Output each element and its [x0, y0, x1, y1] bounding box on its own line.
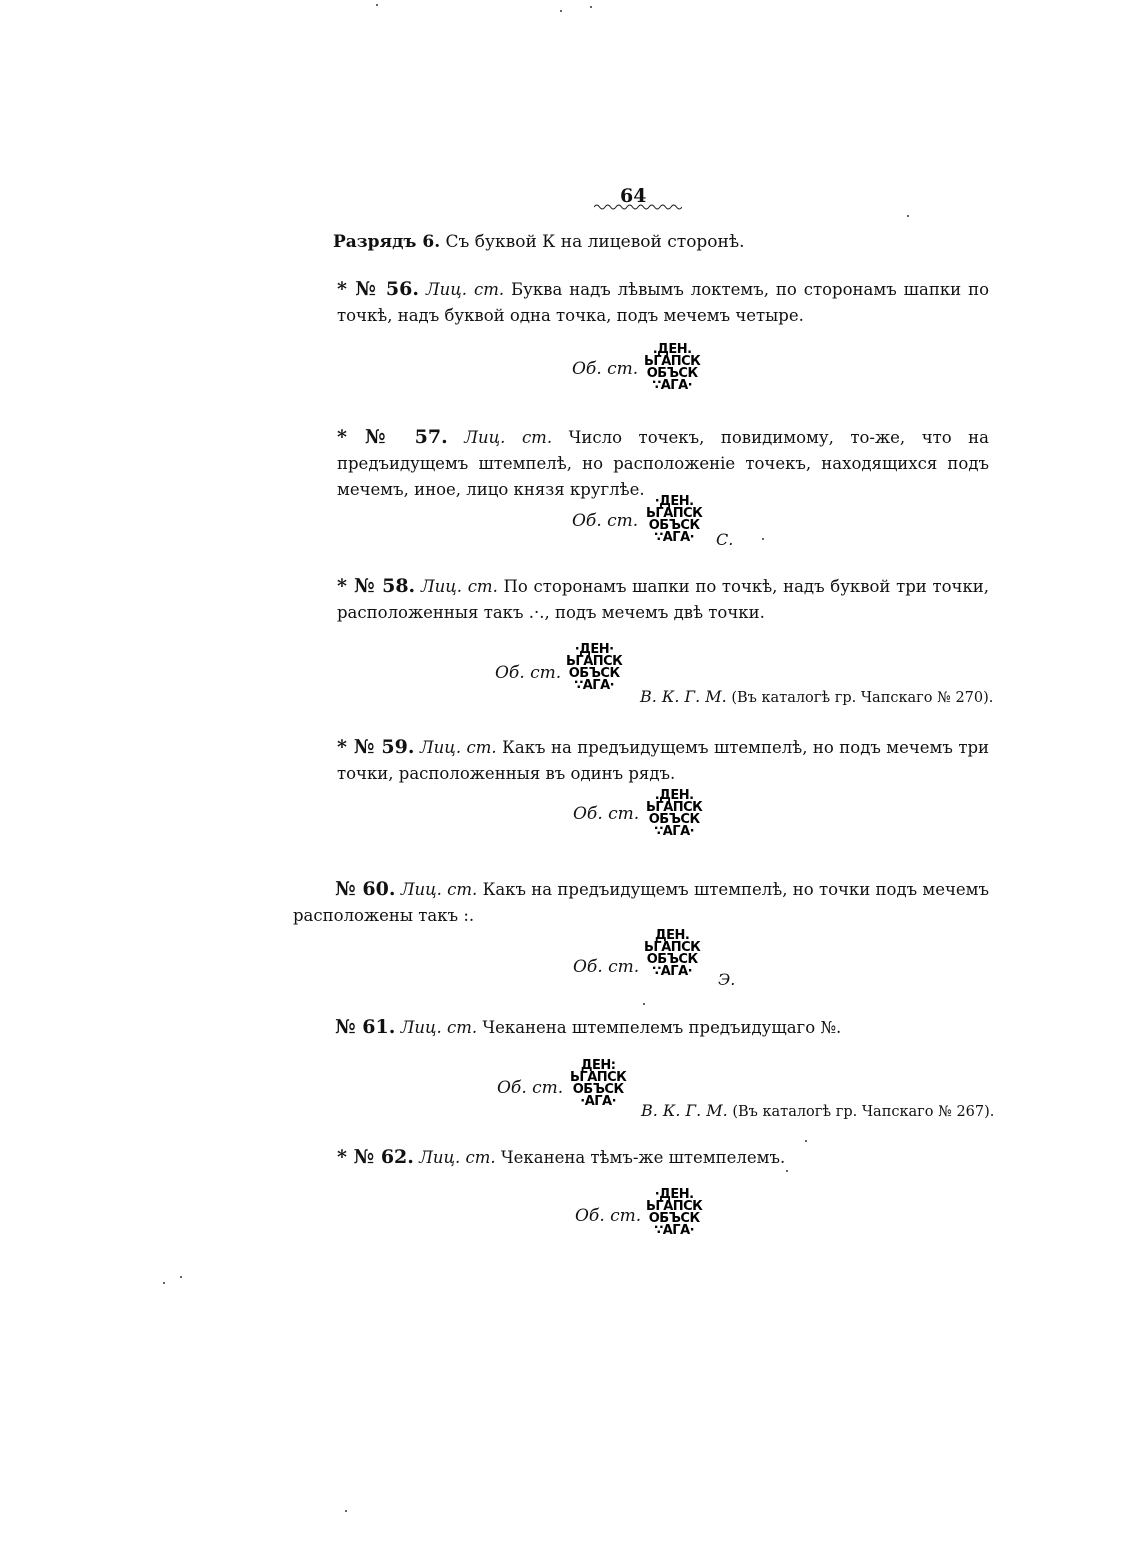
- legend-line: ДЕН:: [580, 1058, 616, 1073]
- legend-line: ·ДЕН·: [574, 642, 614, 657]
- legend-line: ·ДЕН.: [654, 1187, 694, 1202]
- legend-line: ЬГАПСК: [646, 800, 703, 815]
- legend-line: ЬГАПСК: [644, 940, 701, 955]
- scan-speck: [345, 1510, 347, 1512]
- page-number: 64: [620, 185, 647, 207]
- entry-56: [293, 276, 989, 329]
- coin-legend: [570, 1060, 626, 1108]
- scan-speck: [376, 4, 378, 6]
- legend-line: ·АГА·: [580, 1094, 617, 1109]
- entry-number: * № 56.: [337, 278, 419, 300]
- legend-line: ∵АГА·: [654, 1223, 695, 1238]
- legend-line: ОБЪСК: [646, 366, 698, 381]
- legend-line: ЬГАПСК: [646, 506, 703, 521]
- collection-abbrev: В. К. Г. М.: [640, 687, 727, 706]
- entry-number: № 61.: [335, 1016, 396, 1038]
- legend-line: ∵АГА·: [654, 824, 695, 839]
- obverse-label: Лиц. ст.: [464, 428, 553, 447]
- entry-61: [335, 1014, 975, 1041]
- legend-line: ОБЪСК: [648, 812, 700, 827]
- obverse-label: Лиц. ст.: [400, 880, 478, 899]
- coin-legend: [566, 644, 622, 692]
- catalogue-ref: (Въ каталогѣ гр. Чапскаго № 267).: [732, 1104, 995, 1120]
- entry-text: Чеканена тѣмъ-же штемпелемъ.: [500, 1148, 786, 1167]
- scan-speck: [786, 1170, 788, 1172]
- legend-line: ОБЪСК: [648, 518, 700, 533]
- coin-legend: [646, 1189, 702, 1237]
- reverse-label: Об. ст.: [495, 663, 562, 683]
- collection-mark: С.: [716, 530, 734, 549]
- legend-line: ЬГАПСК: [570, 1070, 627, 1085]
- coin-legend: [646, 790, 702, 838]
- entry-text: Чеканена штемпелемъ предъидущаго №.: [482, 1018, 842, 1037]
- collection-abbrev: В. К. Г. М.: [641, 1101, 728, 1120]
- legend-line: ОБЪСК: [568, 666, 620, 681]
- legend-line: ·ДЕН.: [654, 494, 694, 509]
- entry-number: № 60.: [335, 878, 396, 900]
- legend-line: ∵АГА·: [574, 678, 615, 693]
- entry-62: [337, 1144, 977, 1171]
- legend-line: .ДЕН.: [652, 342, 692, 357]
- legend-line: ДЕН.: [655, 928, 690, 943]
- entry-58: [293, 573, 989, 626]
- scan-speck: [805, 1140, 807, 1142]
- scan-speck: [590, 6, 592, 8]
- catalogue-ref: (Въ каталогѣ гр. Чапскаго № 270).: [731, 690, 994, 706]
- catalogue-note: [640, 687, 993, 706]
- legend-line: ОБЪСК: [648, 1211, 700, 1226]
- obverse-label: Лиц. ст.: [425, 280, 505, 299]
- entry-number: * № 62.: [337, 1146, 414, 1168]
- entry-number: * № 58.: [337, 575, 416, 597]
- legend-line: ЬГАПСК: [646, 1199, 703, 1214]
- legend-line: ОБЪСК: [572, 1082, 624, 1097]
- reverse-label: Об. ст.: [497, 1078, 564, 1098]
- section-label: Разрядъ 6.: [333, 232, 441, 252]
- reverse-label: Об. ст.: [572, 359, 639, 379]
- obverse-label: Лиц. ст.: [419, 738, 497, 757]
- legend-line: ∵АГА·: [654, 530, 695, 545]
- obverse-label: Лиц. ст.: [419, 1148, 496, 1167]
- legend-line: ОБЪСК: [646, 952, 698, 967]
- coin-legend: [646, 496, 702, 544]
- obverse-label: Лиц. ст.: [420, 577, 498, 596]
- scan-speck: [560, 10, 562, 12]
- scan-speck: [643, 1003, 645, 1005]
- legend-line: ЬГАПСК: [566, 654, 623, 669]
- reverse-label: Об. ст.: [573, 957, 640, 977]
- reverse-label: Об. ст.: [573, 804, 640, 824]
- scan-speck: [907, 215, 909, 217]
- wavy-rule: [594, 203, 682, 211]
- scan-speck: [180, 1276, 182, 1278]
- entry-59: [293, 734, 989, 787]
- legend-line: .ДЕН.: [654, 788, 694, 803]
- reverse-label: Об. ст.: [575, 1206, 642, 1226]
- obverse-label: Лиц. ст.: [400, 1018, 478, 1037]
- scan-speck: [762, 538, 764, 540]
- legend-line: ∵АГА·: [652, 378, 693, 393]
- entry-60: [293, 876, 989, 929]
- catalogue-note: [641, 1101, 994, 1120]
- collection-mark: Э.: [718, 970, 736, 989]
- coin-legend: [644, 930, 700, 978]
- coin-legend: [644, 344, 700, 392]
- scan-speck: [163, 1282, 165, 1284]
- entry-number: * № 59.: [337, 736, 415, 758]
- reverse-label: Об. ст.: [572, 511, 639, 531]
- legend-line: ЬГАПСК: [644, 354, 701, 369]
- legend-line: ∵АГА·: [652, 964, 693, 979]
- entry-text: Какъ на предъидущемъ штемпелѣ, но точки подъ мечемъ расположены такъ :.: [293, 880, 989, 925]
- entry-text: Число точекъ, повидимому, то-же, что на предъидущемъ штемпелѣ, но расположеніе точекъ, находящихся подъ мечемъ, иное, лицо князя круглѣе.: [337, 428, 990, 499]
- entry-number: * № 57.: [337, 426, 448, 448]
- entry-57: [293, 424, 989, 503]
- entry-text: Буква надъ лѣвымъ локтемъ, по сторонамъ шапки по точкѣ, надъ буквой одна точка, подъ мечемъ четыре.: [337, 280, 990, 325]
- entry-text: Какъ на предъидущемъ штемпелѣ, но подъ мечемъ три точки, расположенныя въ одинъ рядъ.: [337, 738, 990, 783]
- section-heading: [333, 232, 745, 252]
- section-title: Съ буквой К на лицевой сторонѣ.: [445, 232, 745, 252]
- entry-text: По сторонамъ шапки по точкѣ, надъ буквой три точки, расположенныя такъ .·., подъ мечемъ двѣ точки.: [337, 577, 990, 622]
